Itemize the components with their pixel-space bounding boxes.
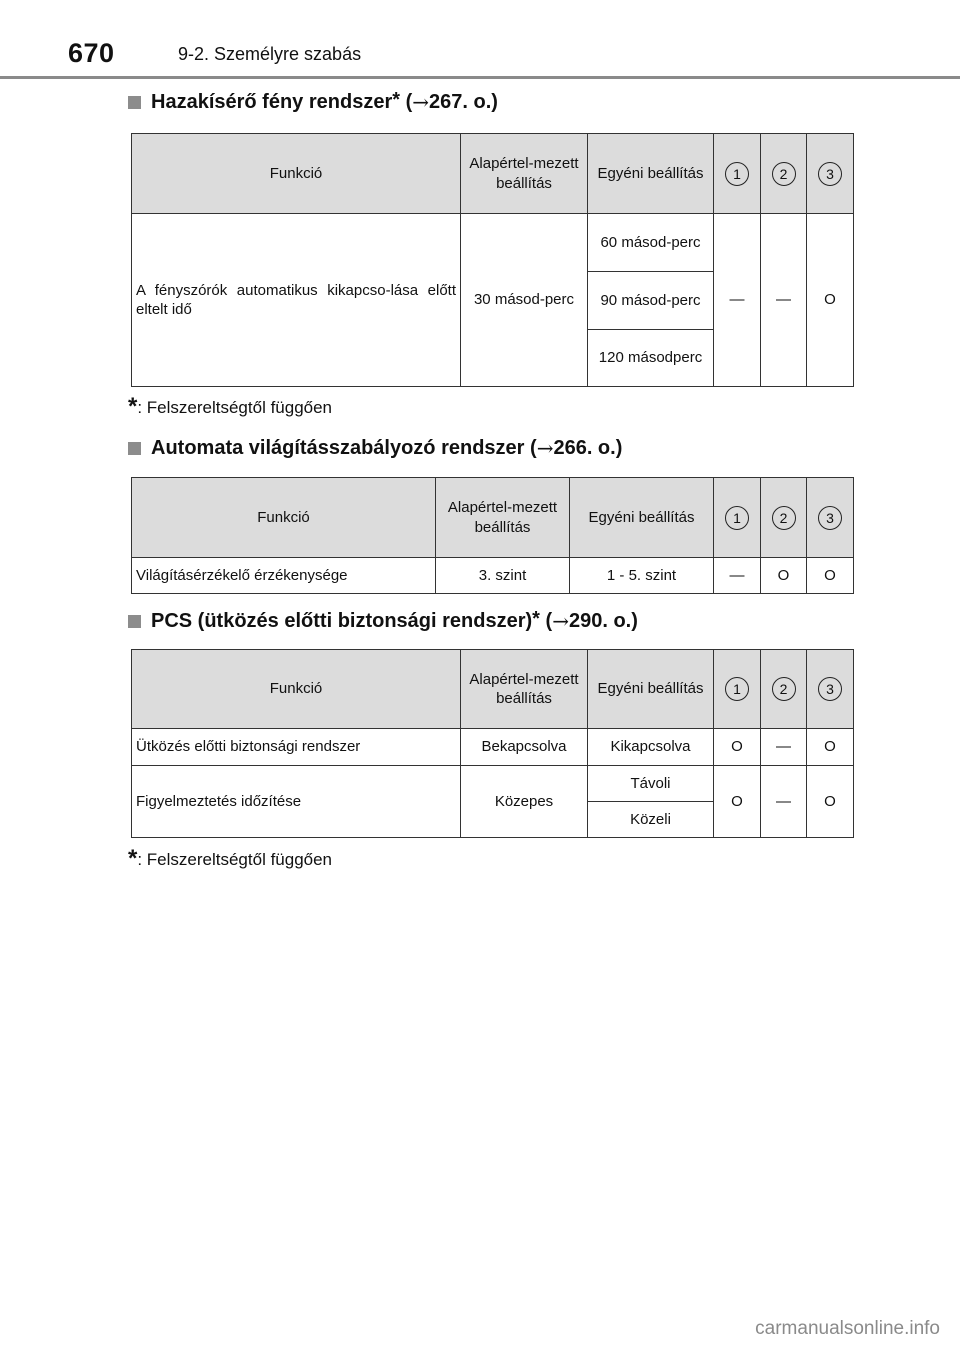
square-bullet-icon [128,442,141,455]
col-header-1 [714,478,761,558]
cell-mark-1: O [714,729,761,766]
section-label: 9-2. Személyre szabás [178,44,362,64]
col-header-custom: Egyéni beállítás [570,478,714,558]
cell-custom-option: 60 másod-perc [588,214,714,272]
cell-custom: Kikapcsolva [588,729,714,766]
section-heading-automata [128,436,622,460]
col-header-3 [807,478,854,558]
cell-default: 30 másod-perc [461,214,588,387]
cell-function: A fényszórók automatikus kikapcso-lása előtt eltelt idő [132,214,461,387]
table-pcs [131,649,854,838]
cell-custom-option: 90 másod-perc [588,272,714,330]
arrow-icon: → [412,90,430,114]
col-header-2 [761,650,807,729]
col-header-funkcio: Funkció [132,478,436,558]
col-header-funkcio: Funkció [132,134,461,214]
heading-title: Automata világításszabályozó rendszer [151,436,525,459]
col-header-custom: Egyéni beállítás [588,134,714,214]
cell-mark-2: — [761,729,807,766]
ref-paren: ( [530,436,537,459]
circled-number-3-icon: 3 [818,677,842,701]
cell-function: Figyelmeztetés időzítése [132,766,461,838]
watermark: carmanualsonline.info [755,1318,940,1339]
cell-mark-3: O [807,766,854,838]
section-heading-pcs: PCS (ütközés előtti biztonsági rendszer) * ( → 290. o.) [128,609,638,633]
square-bullet-icon [128,96,141,109]
cell-custom: 1 - 5. szint [570,558,714,594]
col-header-2 [761,478,807,558]
table-automata [131,477,854,594]
footnote [128,845,333,872]
page-reference-link[interactable]: 290. o.) [568,609,638,632]
cell-default: Bekapcsolva [461,729,588,766]
cell-mark-1: — [714,214,761,387]
circled-number-2-icon: 2 [772,506,796,530]
arrow-icon: → [536,436,554,460]
cell-custom-option: Közeli [588,802,714,838]
cell-custom-option: 120 másodperc [588,330,714,387]
col-header-2 [761,134,807,214]
table-hazakisero [131,133,854,387]
circled-number-2-icon: 2 [772,162,796,186]
arrow-icon: → [552,609,569,633]
circled-number-1-icon: 1 [725,162,749,186]
cell-mark-2: O [761,558,807,594]
circled-number-1-icon: 1 [725,677,749,701]
cell-mark-3: O [807,729,854,766]
cell-mark-2: — [761,214,807,387]
ref-paren: ( [405,90,413,113]
footnote-asterisk: * [128,393,138,420]
col-header-default: Alapértel-mezett beállítás [436,478,570,558]
cell-function: Ütközés előtti biztonsági rendszer [132,729,461,766]
circled-number-3-icon: 3 [818,506,842,530]
col-header-default: Alapértel-mezett beállítás [461,134,588,214]
cell-default: Közepes [461,766,588,838]
cell-custom-option: Távoli [588,766,714,802]
cell-function: Világításérzékelő érzékenysége [132,558,436,594]
page-number: 670 [68,38,115,68]
col-header-custom: Egyéni beállítás [588,650,714,729]
cell-mark-1: O [714,766,761,838]
col-header-funkcio: Funkció [132,650,461,729]
header-rule [0,76,960,79]
circled-number-1-icon: 1 [725,506,749,530]
circled-number-2-icon: 2 [772,677,796,701]
circled-number-3-icon: 3 [818,162,842,186]
page-reference-link[interactable]: 266. o.) [553,436,623,459]
heading-title: PCS (ütközés előtti biztonsági rendszer) [151,609,533,632]
cell-default: 3. szint [436,558,570,594]
square-bullet-icon [128,615,141,628]
heading-title: Hazakísérő fény rendszer [151,90,393,113]
col-header-1 [714,650,761,729]
ref-paren: ( [545,609,553,632]
footnote-text: : Felszereltségtől függően [137,850,333,869]
cell-mark-1: — [714,558,761,594]
col-header-3 [807,650,854,729]
footnote-asterisk: * [128,845,138,872]
page-reference-link[interactable]: 267. o.) [429,90,498,113]
cell-mark-3: O [807,558,854,594]
footnote [128,393,333,420]
col-header-default: Alapértel-mezett beállítás [461,650,588,729]
section-heading-hazakisero: Hazakísérő fény rendszer * ( → 267. o.) [128,90,498,114]
cell-mark-3: O [807,214,854,387]
col-header-1 [714,134,761,214]
col-header-3 [807,134,854,214]
footnote-text: : Felszereltségtől függően [137,398,333,417]
cell-mark-2: — [761,766,807,838]
